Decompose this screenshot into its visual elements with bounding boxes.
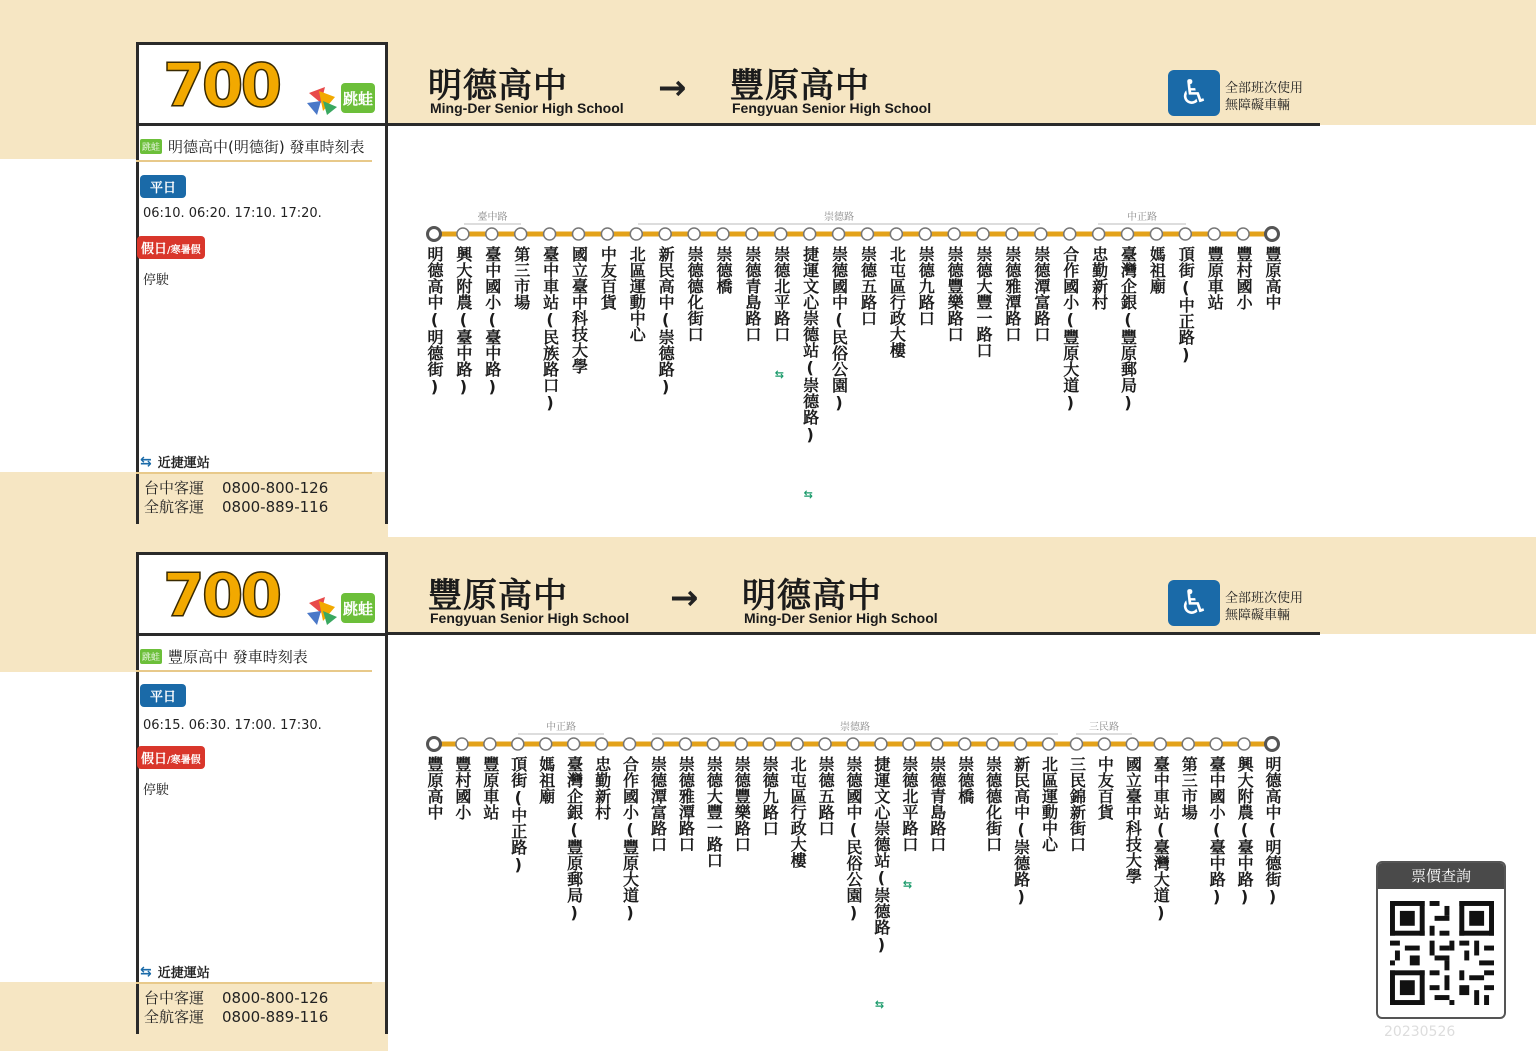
- mrt-transfer-icon: ⇆: [902, 878, 913, 891]
- stop-label: 崇德大豐一路口: [704, 756, 724, 868]
- accessibility-note: 全部班次使用 無障礙車輛: [1225, 591, 1304, 623]
- stop-marker: [1064, 228, 1076, 240]
- contact-divider: [136, 472, 372, 474]
- stop-marker: [1122, 228, 1134, 240]
- stop-label: 第三市場: [511, 246, 531, 310]
- stop-marker: [630, 228, 642, 240]
- stop-marker: [804, 228, 816, 240]
- road-label: 崇德路: [824, 212, 854, 223]
- road-label: 臺中路: [477, 212, 508, 223]
- destination-name: 明德高中: [742, 576, 882, 616]
- stop-marker: [1179, 228, 1191, 240]
- stop-label: 媽祖廟: [536, 756, 556, 804]
- weekday-times: 06:15. 06:30. 17:00. 17:30.: [143, 718, 322, 733]
- route-number: 700: [163, 51, 280, 121]
- stop-label: 臺中國小(臺中路): [482, 246, 502, 396]
- weekday-badge: 平日: [140, 684, 186, 707]
- stop-label: 捷運文心崇德站(崇德路): [871, 756, 891, 954]
- stop-marker: [486, 228, 498, 240]
- brand-badge: 跳蛙: [341, 83, 375, 113]
- stop-label: 捷運文心崇德站(崇德路): [800, 246, 820, 444]
- stop-marker: [861, 228, 873, 240]
- accessibility-note: 全部班次使用 無障礙車輛: [1225, 81, 1304, 113]
- direction-arrow: →: [670, 578, 699, 618]
- stop-marker: [1098, 738, 1110, 750]
- stop-marker: [1238, 738, 1250, 750]
- stop-marker: [1237, 228, 1249, 240]
- stop-marker: [1154, 738, 1166, 750]
- stop-marker: [651, 738, 663, 750]
- stop-label: 崇德橋: [955, 756, 975, 804]
- mid-band-left2: [0, 634, 136, 672]
- stop-marker: [707, 738, 719, 750]
- stop-label: 崇德德化街口: [685, 246, 705, 342]
- stop-label: 崇德九路口: [760, 756, 780, 836]
- schedule-title: 跳蛙 明德高中(明德街) 發車時刻表: [142, 138, 365, 156]
- qr-code-icon[interactable]: [1390, 901, 1494, 1005]
- route-number-box: [136, 42, 388, 126]
- stop-marker: [833, 228, 845, 240]
- stop-label: 頂街(中正路): [1176, 246, 1196, 364]
- terminal-stop-marker: [428, 228, 441, 241]
- direction-arrow: →: [658, 68, 687, 108]
- mini-brand-badge: 跳蛙: [140, 139, 162, 154]
- mini-brand-badge: 跳蛙: [140, 649, 162, 664]
- stop-label: 豐原車站: [480, 756, 500, 820]
- route-number-box: [136, 552, 388, 636]
- stop-label: 崇德豐樂路口: [732, 756, 752, 852]
- destination-name-en: Fengyuan Senior High School: [732, 100, 932, 116]
- mrt-transfer-icon: ⇆: [803, 488, 813, 501]
- stop-label: 豐村國小: [1234, 246, 1254, 310]
- fare-qr-card[interactable]: [1376, 861, 1506, 1019]
- stop-marker: [1035, 228, 1047, 240]
- stop-marker: [948, 228, 960, 240]
- stop-label: 崇德北平路口: [771, 246, 791, 342]
- stop-label: 崇德潭富路口: [648, 756, 668, 852]
- stop-marker: [515, 228, 527, 240]
- holiday-badge: 假日/寒暑假: [137, 236, 205, 259]
- stop-marker: [1150, 228, 1162, 240]
- wheelchair-icon: ♿: [1168, 580, 1220, 626]
- stop-label: 中友百貨: [598, 246, 618, 310]
- contact-row: 台中客運 0800-800-126: [144, 479, 329, 497]
- stop-marker: [688, 228, 700, 240]
- stop-label: 崇德青島路口: [927, 756, 947, 852]
- stop-marker: [1043, 738, 1055, 750]
- holiday-status: 停駛: [143, 783, 170, 798]
- brand-logo-icon: [305, 83, 345, 117]
- brand-logo: [305, 83, 375, 119]
- stop-label: 北屯區行政大樓: [887, 246, 907, 358]
- stop-label: 臺中車站(民族路口): [540, 246, 560, 412]
- stop-label: 崇德國中(民俗公園): [829, 246, 849, 412]
- stop-marker: [1015, 738, 1027, 750]
- stop-marker: [601, 228, 613, 240]
- stop-marker: [919, 228, 931, 240]
- stop-marker: [977, 228, 989, 240]
- road-label: 三民路: [1089, 722, 1119, 733]
- holiday-badge: 假日/寒暑假: [137, 746, 205, 769]
- contact-row: 全航客運 0800-889-116: [144, 498, 329, 516]
- stop-label: 頂街(中正路): [508, 756, 528, 874]
- stop-label: 興大附農(臺中路): [453, 246, 473, 396]
- terminal-stop-marker: [1266, 228, 1279, 241]
- mrt-legend: ⇆ 近捷運站: [140, 453, 210, 471]
- stop-label: 崇德國中(民俗公園): [844, 756, 863, 922]
- stop-label: 明德高中(明德街): [1263, 756, 1282, 906]
- stop-label: 新民高中(崇德路): [656, 246, 676, 396]
- terminal-stop-marker: [1266, 738, 1279, 751]
- stop-label: 新民高中(崇德路): [1011, 756, 1031, 906]
- origin-name-en: Ming-Der Senior High School: [430, 100, 624, 116]
- contact-row: 台中客運 0800-800-126: [144, 989, 329, 1007]
- stop-label: 崇德五路口: [816, 756, 836, 836]
- stop-marker: [763, 738, 775, 750]
- stop-marker: [1210, 738, 1222, 750]
- stop-marker: [596, 738, 608, 750]
- mrt-legend: ⇆ 近捷運站: [140, 963, 210, 981]
- schedule-divider: [136, 670, 372, 672]
- stop-marker: [659, 228, 671, 240]
- contact-divider: [136, 982, 372, 984]
- origin-name: 豐原高中: [428, 576, 568, 616]
- stop-label: 合作國小(豐原大道): [620, 756, 640, 922]
- stop-label: 北屯區行政大樓: [788, 756, 808, 868]
- stop-label: 崇德九路口: [916, 246, 936, 326]
- stop-marker: [457, 228, 469, 240]
- stop-label: 忠勤新村: [592, 756, 612, 820]
- stop-label: 三民錦新街口: [1067, 756, 1087, 852]
- stop-marker: [903, 738, 915, 750]
- origin-name: 明德高中: [428, 66, 568, 106]
- contact-row: 全航客運 0800-889-116: [144, 1008, 329, 1026]
- stop-marker: [544, 228, 556, 240]
- road-label: 中正路: [546, 722, 576, 733]
- stop-label: 興大附農(臺中路): [1235, 756, 1255, 906]
- road-label: 中正路: [1127, 212, 1157, 223]
- stop-marker: [1126, 738, 1138, 750]
- schedule-title: 跳蛙 豐原高中 發車時刻表: [142, 648, 308, 666]
- stop-label: 崇德北平路口: [899, 756, 919, 852]
- stop-label: 第三市場: [1179, 756, 1199, 820]
- stop-marker: [875, 738, 887, 750]
- terminal-stop-marker: [428, 738, 441, 751]
- stop-label: 豐原高中: [1263, 246, 1282, 310]
- stop-marker: [1070, 738, 1082, 750]
- stop-label: 崇德雅潭路口: [1002, 246, 1022, 342]
- stop-marker: [540, 738, 552, 750]
- stop-label: 明德高中(明德街): [425, 246, 444, 396]
- stop-label: 國立臺中科技大學: [1123, 756, 1143, 884]
- stop-marker: [568, 738, 580, 750]
- stop-marker: [1006, 228, 1018, 240]
- stop-label: 崇德豐樂路口: [945, 246, 965, 342]
- mrt-transfer-icon: ⇆: [140, 963, 152, 980]
- route-number: 700: [163, 561, 280, 631]
- stop-label: 豐原高中: [425, 756, 444, 820]
- stop-label: 豐村國小: [452, 756, 472, 820]
- stop-label: 崇德潭富路口: [1031, 246, 1051, 342]
- stop-label: 北區運動中心: [1039, 756, 1059, 852]
- stop-label: 崇德青島路口: [742, 246, 762, 342]
- panel-1-header-rule: [388, 123, 1320, 126]
- top-band-left: [0, 125, 136, 159]
- mrt-transfer-icon: ⇆: [140, 453, 152, 470]
- stop-marker: [624, 738, 636, 750]
- schedule-divider: [136, 160, 372, 162]
- stop-label: 忠勤新村: [1089, 246, 1109, 310]
- stop-label: 崇德德化街口: [983, 756, 1003, 852]
- stop-label: 臺中車站(臺灣大道): [1151, 756, 1171, 922]
- brand-badge: 跳蛙: [341, 593, 375, 623]
- stop-marker: [1182, 738, 1194, 750]
- brand-logo-icon: [305, 593, 345, 627]
- stop-marker: [847, 738, 859, 750]
- fare-query-title: 票價查詢: [1378, 863, 1504, 889]
- wheelchair-icon: ♿: [1168, 70, 1220, 116]
- weekday-times: 06:10. 06:20. 17:10. 17:20.: [143, 206, 322, 221]
- date-code: 20230526: [1384, 1024, 1456, 1040]
- stop-marker: [775, 228, 787, 240]
- stop-marker: [572, 228, 584, 240]
- stop-label: 臺灣企銀(豐原郵局): [1118, 246, 1138, 412]
- brand-logo: [305, 593, 375, 629]
- holiday-status: 停駛: [143, 273, 170, 288]
- stop-marker: [959, 738, 971, 750]
- stop-marker: [456, 738, 468, 750]
- stop-marker: [735, 738, 747, 750]
- stop-marker: [890, 228, 902, 240]
- stop-label: 中友百貨: [1095, 756, 1115, 820]
- origin-name-en: Fengyuan Senior High School: [430, 610, 630, 626]
- destination-name-en: Ming-Der Senior High School: [744, 610, 938, 626]
- contact-list: [144, 479, 328, 517]
- stop-label: 豐原車站: [1205, 246, 1225, 310]
- stop-marker: [679, 738, 691, 750]
- weekday-badge: 平日: [140, 175, 186, 198]
- contact-list: [144, 989, 328, 1027]
- destination-name: 豐原高中: [730, 66, 870, 106]
- stop-marker: [1208, 228, 1220, 240]
- stop-marker: [484, 738, 496, 750]
- stop-label: 國立臺中科技大學: [569, 246, 589, 374]
- road-label: 崇德路: [840, 722, 870, 733]
- stop-marker: [1093, 228, 1105, 240]
- stop-label: 媽祖廟: [1147, 246, 1167, 294]
- stop-label: 崇德大豐一路口: [974, 246, 994, 358]
- stop-label: 臺灣企銀(豐原郵局): [564, 756, 584, 922]
- stop-marker: [819, 738, 831, 750]
- stop-marker: [931, 738, 943, 750]
- stop-marker: [987, 738, 999, 750]
- stop-marker: [746, 228, 758, 240]
- stop-label: 合作國小(豐原大道): [1060, 246, 1080, 412]
- stop-marker: [512, 738, 524, 750]
- stop-label: 崇德五路口: [858, 246, 878, 326]
- stop-label: 崇德橋: [713, 246, 733, 294]
- mrt-transfer-icon: ⇆: [774, 368, 784, 381]
- panel-2-header-rule: [388, 632, 1320, 635]
- stop-marker: [717, 228, 729, 240]
- stop-label: 臺中國小(臺中路): [1207, 756, 1227, 906]
- mrt-transfer-icon: ⇆: [874, 998, 885, 1011]
- stop-label: 崇德雅潭路口: [676, 756, 696, 852]
- stop-marker: [791, 738, 803, 750]
- stop-label: 北區運動中心: [627, 246, 647, 342]
